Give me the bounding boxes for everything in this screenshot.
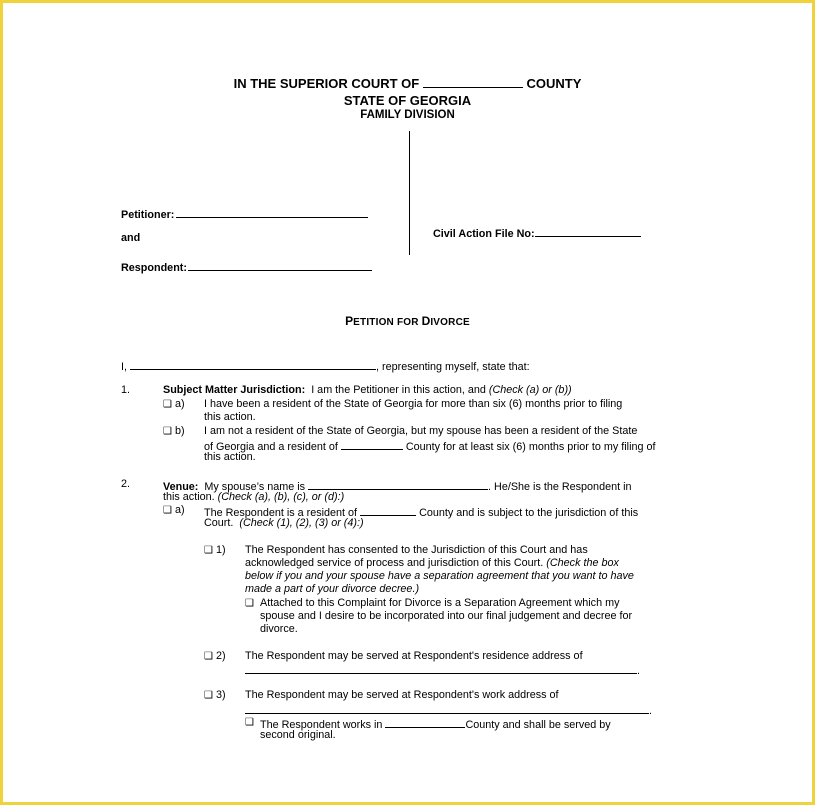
section2-line2: this action. (Check (a), (b), (c), or (d):) [163,491,345,503]
section1-b-line1: I am not a resident of the State of Georgia, but my spouse has been a resident of the State [204,425,638,437]
item1-sub-line1: Attached to this Complaint for Divorce is a Separation Agreement which my [260,597,620,609]
checkbox-icon[interactable]: ❑ [204,651,213,662]
respondent-line: Respondent: [121,259,372,275]
item3-text: The Respondent may be served at Respondent's work address of [245,689,559,701]
spouse-name-blank[interactable] [308,478,488,490]
item1-line3: below if you and your spouse have a separation agreement that you want to have [245,570,634,582]
section1-option-a[interactable]: ❑ a) [163,398,185,410]
item1-option[interactable]: ❑ 1) [204,544,226,556]
name-blank[interactable] [130,358,376,370]
item2-option[interactable]: ❑ 2) [204,650,226,662]
item1-sub-line3: divorce. [260,623,298,635]
work-address-line: . [245,702,652,718]
civil-action-blank[interactable] [535,225,641,237]
residence-address-line: . [245,662,640,678]
item3-option[interactable]: ❑ 3) [204,689,226,701]
section2-heading-line: Venue: My spouse’s name is . He/She is the Respondent in [163,478,631,494]
section1-number: 1. [121,384,131,396]
item1-line2: acknowledged service of process and jurisdiction of this Court. (Check the box [245,557,619,569]
respondent-county-blank[interactable] [360,504,416,516]
item3-sub-line2: second original. [260,729,336,741]
checkbox-icon[interactable]: ❑ [163,426,172,437]
caption-divider [409,131,410,255]
petitioner-blank[interactable] [176,206,368,218]
section2-number: 2. [121,478,131,490]
document-title: PETITION FOR DIVORCE [345,314,470,328]
county-of-residence-blank[interactable] [341,438,403,450]
work-address-blank[interactable] [245,702,649,714]
court-header-line3: FAMILY DIVISION [360,109,455,121]
court-header-line2: STATE OF GEORGIA [343,93,472,108]
respondent-blank[interactable] [188,259,372,271]
section1-option-b[interactable]: ❑ b) [163,425,185,437]
item1-line1: The Respondent has consented to the Jurisdiction of this Court and has [245,544,588,556]
section2-option-a[interactable]: ❑ a) [163,504,185,516]
item1-line4: made a part of your divorce decree.) [245,583,420,595]
section1-heading-line: Subject Matter Jurisdiction: I am the Petitioner in this action, and (Check (a) or (b)) [163,384,572,396]
section1-b-line3: this action. [204,451,256,463]
checkbox-icon[interactable]: ❑ [163,399,172,410]
petitioner-line: Petitioner: [121,206,368,222]
intro-line: I, , representing myself, state that: [121,358,530,374]
section2-a-line1: The Respondent is a resident of County and is subject to the jurisdiction of this [204,504,638,520]
checkbox-icon[interactable]: ❑ [204,545,213,556]
section1-a-line1: I have been a resident of the State of Georgia for more than six (6) months prior to filing [204,398,623,410]
county-blank[interactable] [423,76,523,88]
item3-sub-line1: The Respondent works in County and shall be served by [260,716,611,732]
section1-a-line2: this action. [204,411,256,423]
work-county-blank[interactable] [385,716,465,728]
residence-address-blank[interactable] [245,662,637,674]
checkbox-icon[interactable]: ❑ [245,717,254,728]
item1-sub-line2: spouse and I desire to be incorporated into our final judgement and decree for [260,610,633,622]
checkbox-icon[interactable]: ❑ [163,505,172,516]
item3-sub-checkbox[interactable] [245,716,254,729]
section1-b-line2: of Georgia and a resident of County for at least six (6) months prior to my filing of [204,438,655,454]
section2-a-line2: Court. (Check (1), (2), (3) or (4):) [204,517,364,529]
civil-action-line: Civil Action File No: [433,225,641,241]
court-header-line1: IN THE SUPERIOR COURT OF COUNTY [233,76,582,91]
item2-text: The Respondent may be served at Respondent's residence address of [245,650,583,662]
checkbox-icon[interactable]: ❑ [204,690,213,701]
checkbox-icon[interactable]: ❑ [245,598,254,609]
and-label: and [121,232,141,244]
item1-sub-checkbox[interactable] [245,597,254,610]
